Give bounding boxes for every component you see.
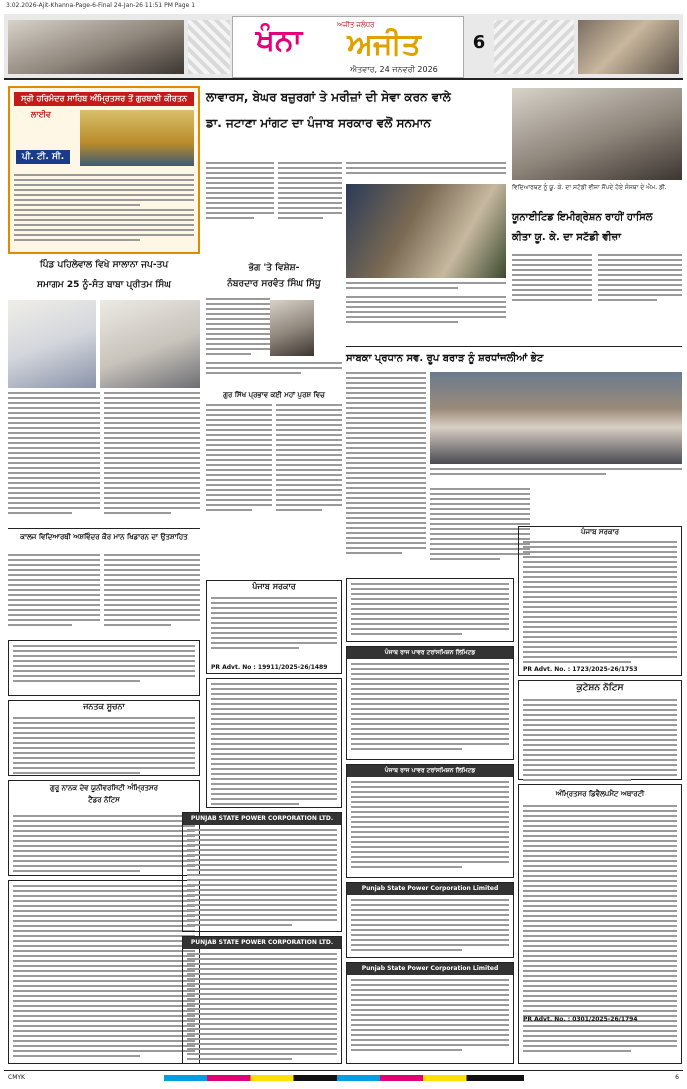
notice-left-4 (8, 880, 200, 1064)
punjab-sarkar-notice (206, 580, 342, 674)
amritsar-dev-notice (518, 784, 682, 1064)
lead-body-col-1 (206, 162, 274, 262)
page-number: 6 (472, 32, 486, 53)
pspcl-1-title: Punjab State Power Corporation Limited (347, 883, 513, 895)
masthead-pattern-right (494, 20, 574, 74)
lead-headline-2: ਡਾ. ਜਟਾਣਾ ਮਾਂਗਟ ਦਾ ਪੰਜਾਬ ਸਰਕਾਰ ਵਲੋਂ ਸਨਮਾਨ (206, 116, 431, 130)
university-title: ਗੁਰੂ ਨਾਨਕ ਦੇਵ ਯੂਨੀਵਰਸਿਟੀ ਅੰਮ੍ਰਿਤਸਰ (49, 784, 159, 792)
transmission-1-title: ਪੰਜਾਬ ਰਾਜ ਪਾਵਰ ਟਰਾਂਸਮਿਸ਼ਨ ਲਿਮਿਟਡ (347, 647, 513, 659)
notice-center-2 (206, 678, 342, 808)
pspcl-2-title: PUNJAB STATE POWER CORPORATION LTD. (183, 813, 341, 825)
tribute-photo (430, 372, 682, 464)
japtap-photo-2 (100, 300, 200, 388)
japtap-headline (8, 258, 200, 292)
lead-body-col-3 (346, 162, 506, 182)
university-sub: ਟੈਂਡਰ ਨੋਟਿਸ (88, 796, 120, 804)
footer-left: CMYK (8, 1074, 25, 1081)
golden-temple-photo (80, 110, 194, 166)
lead-headline-1: ਲਾਵਾਰਸ, ਬੇਘਰ ਬਜ਼ੁਰਗਾਂ ਤੇ ਮਰੀਜ਼ਾਂ ਦੀ ਸੇਵਾ ਕਰਨ ਵਾਲੇ (206, 90, 451, 104)
pspcl-3-title: Punjab State Power Corporation Limited (347, 963, 513, 975)
pspcl-notice-2 (182, 812, 342, 932)
masthead-right-photo (578, 20, 679, 74)
punjab-sarkar-2-title: ਪੰਜਾਬ ਸਰਕਾਰ (580, 528, 619, 536)
notice-right-1 (346, 578, 514, 642)
transmission-notice-2 (346, 764, 514, 878)
obituary-sub: ਗੁਰ ਸਿੱਖ ਪ੍ਰਭਾਵ ਕਈ ਮਹਾਂ ਪੁਰਸ਼ ਵਿਚ (223, 391, 325, 399)
japtap-headline-1: ਪਿੰਡ ਪਹਿਲੇਵਾਲ ਵਿਖੇ ਸਾਲਾਨਾ ਜਪ-ਤਪ (39, 260, 169, 270)
left-bottom-headline: ਕਾਲਜ ਵਿਦਿਆਰਥੀ ਅਸ਼ਵਿੰਦਰ ਕੌਰ ਮਾਨ ਖਿਡਾਰਨ ਦਾ ਉਤਸ਼ਾਹਿਤ (8, 528, 200, 542)
paper-title: ਅਜੀਤ (347, 27, 421, 62)
title-block (232, 16, 464, 78)
footer-strip (4, 1070, 683, 1084)
japtap-photo-1 (8, 300, 96, 388)
lead-headline (206, 88, 506, 132)
public-notice-title: ਜਨਤਕ ਸੂਚਨਾ (83, 702, 125, 711)
paper-subtitle: ਅਜੀਤ ਜਲੰਧਰ (337, 21, 375, 29)
tribute-body (346, 372, 426, 572)
masthead (4, 14, 683, 80)
transmission-notice-1 (346, 646, 514, 760)
tender-notice-title: ਕੁਟੇਸ਼ਨ ਨੋਟਿਸ (576, 683, 624, 693)
obituary-name: ਨੰਬਰਦਾਰ ਸਰਵੰਤ ਸਿੰਘ ਸਿੱਧੂ (227, 279, 321, 289)
japtap-body (8, 392, 200, 522)
ptc-ad-title: ਸ੍ਰੀ ਹਰਿਮੰਦਰ ਸਾਹਿਬ ਅੰਮ੍ਰਿਤਸਰ ਤੋਂ ਗੁਰਬਾਣੀ ਕੀਰਤਨ (14, 92, 194, 106)
tribute-body-2 (430, 488, 530, 574)
city-title: ਖੰਨਾ (255, 23, 303, 58)
japtap-headline-2: ਸਮਾਗਮ 25 ਨੂੰ-ਸੰਤ ਬਾਬਾ ਪ੍ਰੀਤਮ ਸਿੰਘ (37, 280, 171, 290)
file-info: 3.02.2026-Ajit-Khanna-Page-6-Final 24-Jan-26 11:51 PM Page 1 (6, 2, 196, 9)
lead-body-col-4 (346, 296, 506, 342)
university-notice (8, 780, 200, 876)
footer-right: 6 (675, 1074, 679, 1081)
public-notice (8, 700, 200, 776)
notice-left-1 (8, 640, 200, 696)
pspcl-notice-3 (346, 962, 514, 1064)
pspcl-notice-4 (182, 936, 342, 1064)
transmission-2-title: ਪੰਜਾਬ ਰਾਜ ਪਾਵਰ ਟਰਾਂਸਮਿਸ਼ਨ ਲਿਮਿਟਡ (347, 765, 513, 777)
pspcl-4-title: PUNJAB STATE POWER CORPORATION LTD. (183, 937, 341, 949)
pspcl-notice-1 (346, 882, 514, 958)
visa-headline-2: ਕੀਤਾ ਯੂ. ਕੇ. ਦਾ ਸਟੱਡੀ ਵੀਜ਼ਾ (512, 232, 621, 243)
obituary-kicker: ਭੋਗ 'ਤੇ ਵਿਸ਼ੇਸ਼- (248, 263, 300, 273)
masthead-pattern-left (188, 20, 230, 74)
pr-ad-2: PR Advt. No. : 1723/2025-26/1753 (523, 666, 638, 673)
visa-caption: ਵਿਦਿਆਰਥਣ ਨੂੰ ਯੂ. ਕੇ. ਦਾ ਸਟੱਡੀ ਵੀਜ਼ਾ ਸੌਂਪਦੇ ਹੋਏ ਸੰਸਥਾ ਦੇ ਐਮ. ਡੀ. (512, 184, 667, 191)
tribute-headline: ਸਾਬਕਾ ਪ੍ਰਧਾਨ ਸਵ. ਰੂਪ ਬਰਾੜ ਨੂੰ ਸ਼ਰਧਾਂਜਲੀਆਂ ਭੇਟ (346, 346, 682, 367)
visa-body (512, 254, 682, 340)
obituary-photo (270, 300, 314, 356)
lead-photo-award (346, 184, 506, 278)
obituary-body-2 (206, 362, 342, 386)
visa-photo (512, 88, 682, 180)
tribute-caption (430, 468, 682, 484)
ptc-ad (8, 86, 200, 254)
pr-ad-1: PR Advt. No : 19911/2025-26/1489 (211, 664, 328, 671)
obituary-headline (206, 262, 342, 290)
pr-ad-3: PR Advt. No. : 0301/2025-26/1794 (523, 1016, 638, 1023)
ptc-ad-live: ਲਾਈਵ (30, 110, 52, 119)
visa-headline (512, 210, 682, 246)
amritsar-dev-title: ਅੰਮ੍ਰਿਤਸਰ ਡਿਵੈਲਪਮੈਂਟ ਅਥਾਰਟੀ (555, 790, 645, 798)
visa-headline-1: ਯੂਨਾਈਟਿਡ ਇਮੀਗ੍ਰੇਸ਼ਨ ਰਾਹੀਂ ਹਾਸਿਲ (512, 212, 653, 223)
ptc-ad-channel: ਪੀ. ਟੀ. ਸੀ. (16, 150, 70, 164)
center-text-block (206, 404, 342, 574)
issue-date: ਐਤਵਾਰ, 24 ਜਨਵਰੀ 2026 (350, 65, 438, 74)
punjab-sarkar-notice-2 (518, 526, 682, 676)
lead-body-col-2 (278, 162, 342, 262)
left-bottom-body (8, 554, 200, 634)
punjab-sarkar-title: ਪੰਜਾਬ ਸਰਕਾਰ (252, 582, 296, 591)
tender-notice (518, 680, 682, 780)
color-bar (164, 1075, 524, 1081)
masthead-left-photo (8, 20, 184, 74)
